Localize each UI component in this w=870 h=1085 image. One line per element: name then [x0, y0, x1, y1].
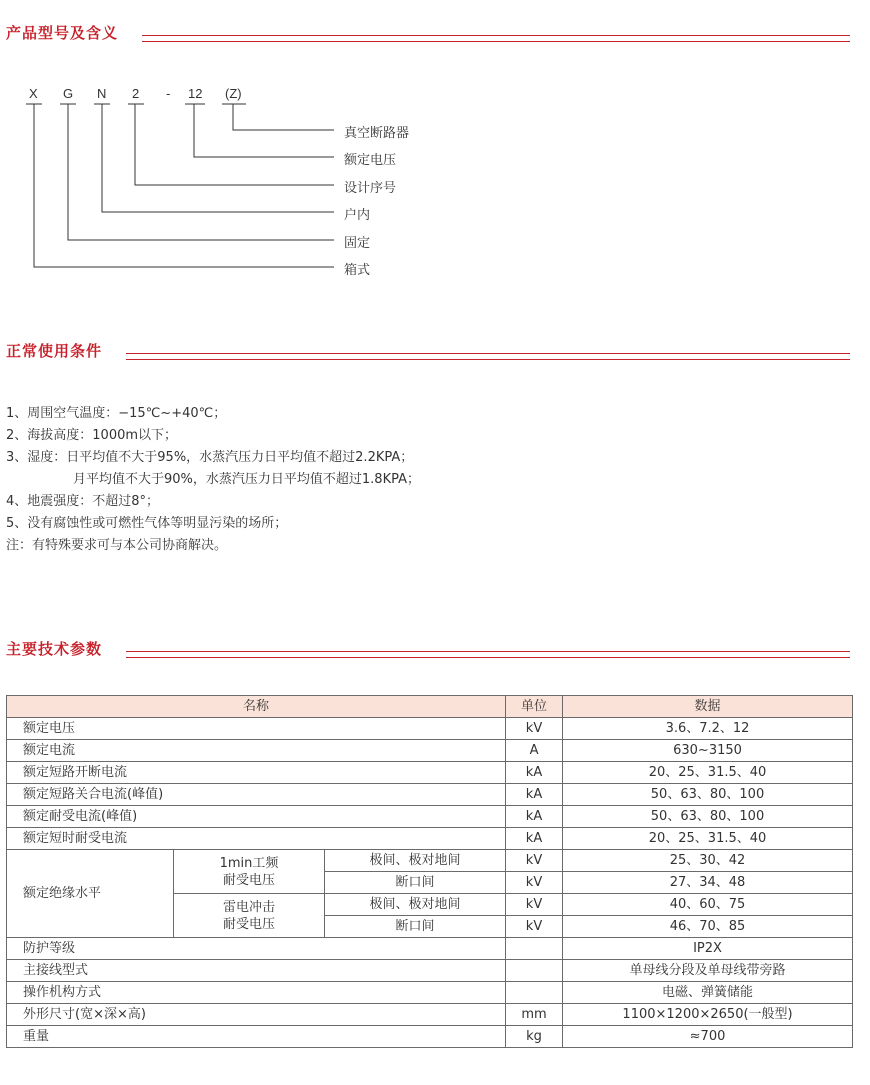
- row-name: 主接线型式: [7, 960, 506, 982]
- model-code-connector-lines: [0, 0, 870, 300]
- table-row: [7, 1004, 853, 1026]
- condition-item: 1、周围空气温度：−15℃~+40℃；: [6, 406, 227, 421]
- insulation-group-power-frequency: [174, 850, 325, 894]
- row-unit: kA: [506, 806, 563, 828]
- table-row: [7, 784, 853, 806]
- row-name: 额定短时耐受电流: [7, 828, 506, 850]
- section-title-params: 主要技术参数: [6, 640, 103, 658]
- sub-label: 断口间: [325, 916, 506, 938]
- sub-label: 断口间: [325, 872, 506, 894]
- row-data: 20、25、31.5、40: [563, 828, 853, 850]
- parameter-table: [6, 695, 853, 1048]
- condition-item: 4、地震强度：不超过8°；: [6, 494, 160, 509]
- table-row: [7, 762, 853, 784]
- table-row: [7, 828, 853, 850]
- row-unit: kg: [506, 1026, 563, 1048]
- row-name: 额定短路关合电流(峰值): [7, 784, 506, 806]
- row-unit: kV: [506, 850, 563, 872]
- condition-item: 5、没有腐蚀性或可燃性气体等明显污染的场所；: [6, 516, 288, 531]
- meaning-indoor: 户内: [344, 208, 371, 223]
- row-data: 1100×1200×2650(一般型): [563, 1004, 853, 1026]
- group-label-line2: 耐受电压: [222, 916, 275, 932]
- header-unit: 单位: [506, 696, 563, 718]
- table-header-row: [7, 696, 853, 718]
- code-letter-z: (Z): [225, 86, 242, 101]
- row-data: 27、34、48: [563, 872, 853, 894]
- condition-item: 3、湿度：日平均值不大于95%，水蒸汽压力日平均值不超过2.2KPA；: [6, 450, 414, 465]
- row-name: 重量: [7, 1026, 506, 1048]
- group-label-line2: 耐受电压: [222, 872, 275, 888]
- insulation-group-lightning-impulse: [174, 894, 325, 938]
- section-divider: [126, 353, 850, 360]
- code-letter-12: 12: [188, 86, 203, 101]
- row-unit: kA: [506, 828, 563, 850]
- table-row: [7, 850, 853, 872]
- group-label-line1: 1min工频: [219, 855, 279, 871]
- row-unit: kV: [506, 894, 563, 916]
- section-title-model: 产品型号及含义: [6, 24, 119, 42]
- row-unit: mm: [506, 1004, 563, 1026]
- condition-item: 月平均值不大于90%，水蒸汽压力日平均值不超过1.8KPA；: [73, 472, 420, 487]
- condition-item: 2、海拔高度：1000m以下；: [6, 428, 178, 443]
- group-label-line1: 雷电冲击: [222, 899, 275, 915]
- row-unit: A: [506, 740, 563, 762]
- meaning-box-type: 箱式: [344, 263, 371, 278]
- row-unit: kA: [506, 762, 563, 784]
- row-data: 630~3150: [563, 740, 853, 762]
- row-unit: kA: [506, 784, 563, 806]
- table-row: [7, 982, 853, 1004]
- meaning-rated-voltage: 额定电压: [344, 153, 397, 168]
- table-row: [7, 740, 853, 762]
- row-data: 50、63、80、100: [563, 806, 853, 828]
- row-name: 额定短路开断电流: [7, 762, 506, 784]
- row-name: 额定耐受电流(峰值): [7, 806, 506, 828]
- table-row: [7, 960, 853, 982]
- row-name: 操作机构方式: [7, 982, 506, 1004]
- row-data: 50、63、80、100: [563, 784, 853, 806]
- section-title-conditions: 正常使用条件: [6, 342, 103, 360]
- header-data: 数据: [563, 696, 853, 718]
- row-data: IP2X: [563, 938, 853, 960]
- row-data: 46、70、85: [563, 916, 853, 938]
- code-letter-2: 2: [132, 86, 140, 101]
- row-data: 单母线分段及单母线带旁路: [563, 960, 853, 982]
- code-letter-dash: -: [166, 86, 171, 101]
- row-unit: [506, 960, 563, 982]
- row-data: 电磁、弹簧储能: [563, 982, 853, 1004]
- section-divider: [126, 651, 850, 658]
- row-data: 3.6、7.2、12: [563, 718, 853, 740]
- meaning-vacuum-breaker: 真空断路器: [344, 126, 410, 141]
- row-name: 额定电流: [7, 740, 506, 762]
- header-name: 名称: [7, 696, 506, 718]
- row-unit: [506, 938, 563, 960]
- row-data: 40、60、75: [563, 894, 853, 916]
- table-row: [7, 806, 853, 828]
- code-letter-x: X: [29, 86, 38, 101]
- code-letter-n: N: [97, 86, 107, 101]
- meaning-fixed: 固定: [344, 236, 371, 251]
- code-letter-g: G: [63, 86, 74, 101]
- row-unit: kV: [506, 916, 563, 938]
- table-row: [7, 938, 853, 960]
- sub-label: 极间、极对地间: [325, 850, 506, 872]
- table-row: [7, 1026, 853, 1048]
- row-data: 20、25、31.5、40: [563, 762, 853, 784]
- row-name: 额定电压: [7, 718, 506, 740]
- table-row: [7, 718, 853, 740]
- insulation-name: 额定绝缘水平: [7, 850, 174, 938]
- sub-label: 极间、极对地间: [325, 894, 506, 916]
- row-data: ≈700: [563, 1026, 853, 1048]
- row-name: 外形尺寸(宽×深×高): [7, 1004, 506, 1026]
- row-name: 防护等级: [7, 938, 506, 960]
- meaning-design-serial: 设计序号: [344, 181, 397, 196]
- row-data: 25、30、42: [563, 850, 853, 872]
- condition-note: 注：有特殊要求可与本公司协商解决。: [6, 538, 228, 553]
- row-unit: kV: [506, 872, 563, 894]
- row-unit: [506, 982, 563, 1004]
- row-unit: kV: [506, 718, 563, 740]
